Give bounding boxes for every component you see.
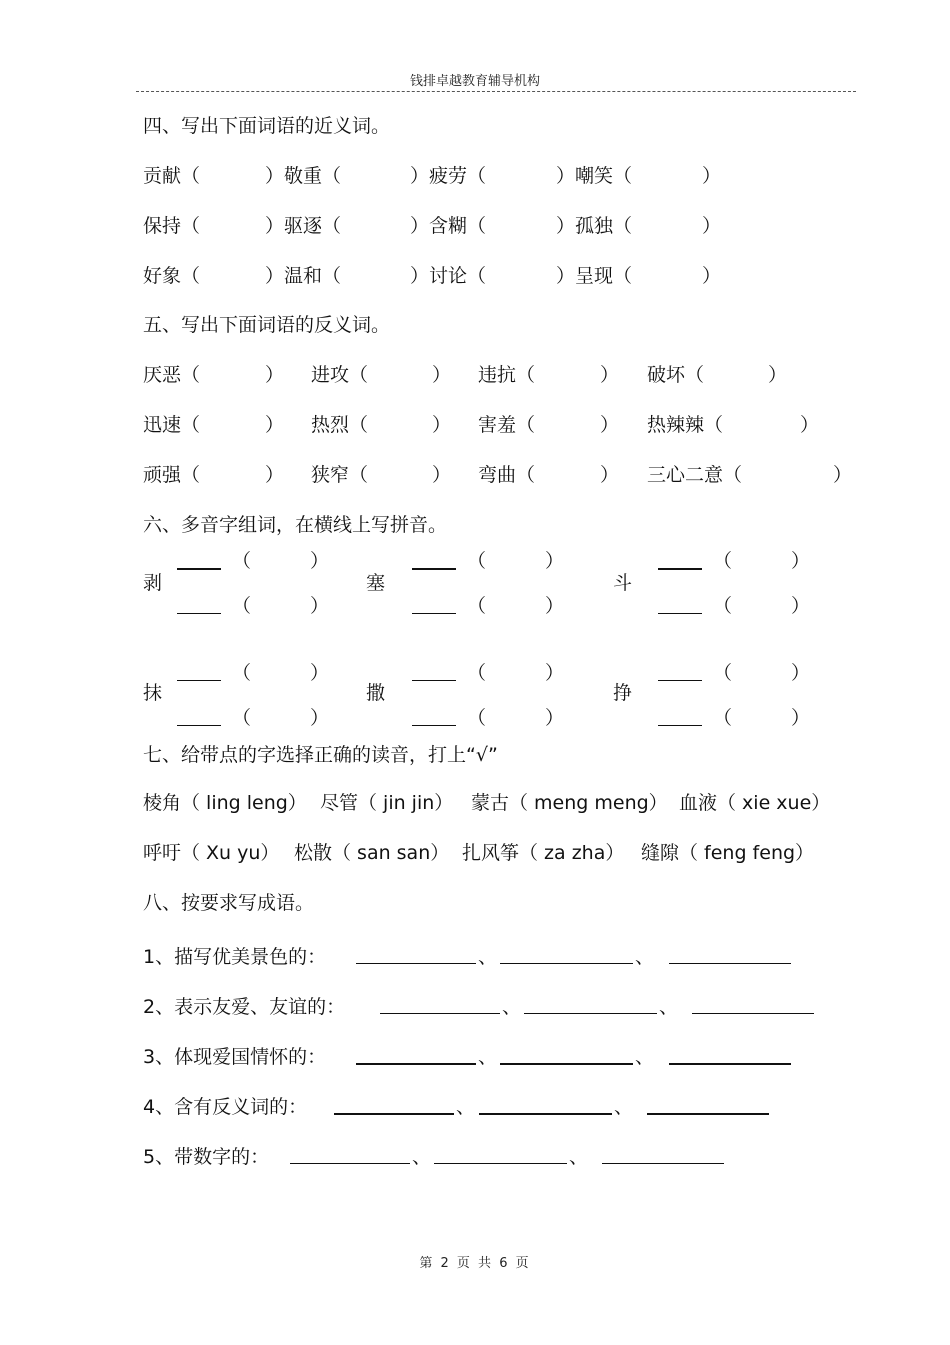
antonym-word: 热辣辣（ xyxy=(647,414,724,436)
antonym-close-paren: ） xyxy=(600,414,620,436)
idiom-separator: 、 xyxy=(635,1046,655,1068)
open-paren: （ xyxy=(713,595,733,617)
synonym-segment: ）含糊（ xyxy=(410,215,487,237)
section7-item-2: 尽管（ jin jin） xyxy=(320,792,454,814)
close-paren: ） xyxy=(310,550,330,572)
idiom-separator: 、 xyxy=(614,1096,634,1118)
section7-item-4: 血液（ xie xue） xyxy=(679,792,831,814)
idiom-separator: 、 xyxy=(456,1096,476,1118)
idiom-separator: 、 xyxy=(478,1046,498,1068)
close-paren: ） xyxy=(310,595,330,617)
idiom-separator: 、 xyxy=(659,996,679,1018)
idiom-separator: 、 xyxy=(502,996,522,1018)
section6-title: 六、多音字组词，在横线上写拼音。 xyxy=(143,514,448,536)
section7-item-5: 呼吁（ Xu yu） xyxy=(143,842,280,864)
idiom-answer-line[interactable] xyxy=(334,1113,454,1115)
antonym-word: 热烈（ xyxy=(311,414,369,436)
synonym-segment: ） xyxy=(702,215,722,237)
pinyin-blank-line[interactable] xyxy=(177,613,221,614)
close-paren: ） xyxy=(791,707,811,729)
synonym-segment: ）驱逐（ xyxy=(265,215,342,237)
open-paren: （ xyxy=(713,707,733,729)
open-paren: （ xyxy=(232,662,252,684)
close-paren: ） xyxy=(545,550,565,572)
section7-item-6: 松散（ san san） xyxy=(294,842,450,864)
antonym-word: 三心二意（ xyxy=(647,464,743,486)
idiom-separator: 、 xyxy=(412,1146,432,1168)
antonym-word: 违抗（ xyxy=(478,364,536,386)
antonym-close-paren: ） xyxy=(265,464,285,486)
pinyin-blank-line[interactable] xyxy=(412,568,456,570)
close-paren: ） xyxy=(310,707,330,729)
antonym-close-paren: ） xyxy=(432,414,452,436)
open-paren: （ xyxy=(713,550,733,572)
idiom-prompt: 4、含有反义词的： xyxy=(143,1096,308,1118)
antonym-word: 厌恶（ xyxy=(143,364,201,386)
header-org: 钱排卓越教育辅导机构 xyxy=(409,74,540,89)
close-paren: ） xyxy=(545,707,565,729)
idiom-answer-line[interactable] xyxy=(602,1163,724,1164)
idiom-answer-line[interactable] xyxy=(647,1113,769,1115)
antonym-close-paren: ） xyxy=(432,464,452,486)
section4-title: 四、写出下面词语的近义词。 xyxy=(143,115,391,137)
polyphone-char: 抹 xyxy=(143,682,163,704)
page-number: 第 2 页 共 6 页 xyxy=(419,1256,531,1271)
synonym-segment: ）孤独（ xyxy=(556,215,633,237)
open-paren: （ xyxy=(467,595,487,617)
close-paren: ） xyxy=(791,662,811,684)
pinyin-blank-line[interactable] xyxy=(177,680,221,681)
header-divider xyxy=(136,91,856,92)
antonym-word: 狭窄（ xyxy=(311,464,369,486)
open-paren: （ xyxy=(467,707,487,729)
synonym-segment: 保持（ xyxy=(143,215,201,237)
idiom-prompt: 3、体现爱国情怀的： xyxy=(143,1046,327,1068)
pinyin-blank-line[interactable] xyxy=(412,680,456,681)
open-paren: （ xyxy=(467,550,487,572)
idiom-prompt: 1、描写优美景色的： xyxy=(143,946,327,968)
section7-item-8: 缝隙（ feng feng） xyxy=(641,842,815,864)
antonym-close-paren: ） xyxy=(800,414,820,436)
synonym-segment: ） xyxy=(702,165,722,187)
idiom-separator: 、 xyxy=(635,946,655,968)
section7-item-3: 蒙古（ meng meng） xyxy=(471,792,668,814)
pinyin-blank-line[interactable] xyxy=(658,680,702,681)
close-paren: ） xyxy=(545,662,565,684)
idiom-answer-line[interactable] xyxy=(356,1063,476,1065)
section5-title: 五、写出下面词语的反义词。 xyxy=(143,314,391,336)
close-paren: ） xyxy=(545,595,565,617)
antonym-word: 迅速（ xyxy=(143,414,201,436)
antonym-word: 顽强（ xyxy=(143,464,201,486)
antonym-close-paren: ） xyxy=(833,464,853,486)
open-paren: （ xyxy=(232,707,252,729)
section7-item-1: 棱角（ ling leng） xyxy=(143,792,307,814)
idiom-separator: 、 xyxy=(569,1146,589,1168)
polyphone-char: 挣 xyxy=(613,682,633,704)
synonym-segment: ）讨论（ xyxy=(410,265,487,287)
idiom-answer-line[interactable] xyxy=(692,1013,814,1014)
synonym-segment: ） xyxy=(702,265,722,287)
idiom-answer-line[interactable] xyxy=(380,1013,500,1014)
antonym-close-paren: ） xyxy=(432,364,452,386)
pinyin-blank-line[interactable] xyxy=(177,568,221,570)
synonym-segment: 好象（ xyxy=(143,265,201,287)
idiom-answer-line[interactable] xyxy=(669,1063,791,1065)
open-paren: （ xyxy=(713,662,733,684)
idiom-answer-line[interactable] xyxy=(479,1113,612,1115)
open-paren: （ xyxy=(232,550,252,572)
pinyin-blank-line[interactable] xyxy=(658,613,702,614)
antonym-close-paren: ） xyxy=(600,464,620,486)
section7-title: 七、给带点的字选择正确的读音，打上“√” xyxy=(143,744,498,766)
idiom-answer-line[interactable] xyxy=(524,1013,657,1014)
idiom-answer-line[interactable] xyxy=(669,963,791,964)
synonym-segment: 贡献（ xyxy=(143,165,201,187)
synonym-segment: ）温和（ xyxy=(265,265,342,287)
pinyin-blank-line[interactable] xyxy=(177,725,221,726)
polyphone-char: 斗 xyxy=(613,572,633,594)
idiom-answer-line[interactable] xyxy=(500,963,633,964)
polyphone-char: 剥 xyxy=(143,572,163,594)
idiom-answer-line[interactable] xyxy=(290,1163,410,1164)
polyphone-char: 塞 xyxy=(366,572,386,594)
idiom-separator: 、 xyxy=(478,946,498,968)
idiom-answer-line[interactable] xyxy=(356,963,476,964)
antonym-word: 弯曲（ xyxy=(478,464,536,486)
antonym-close-paren: ） xyxy=(265,364,285,386)
synonym-segment: ）呈现（ xyxy=(556,265,633,287)
antonym-close-paren: ） xyxy=(265,414,285,436)
idiom-prompt: 5、带数字的： xyxy=(143,1146,270,1168)
close-paren: ） xyxy=(791,595,811,617)
section8-title: 八、按要求写成语。 xyxy=(143,892,315,914)
idiom-answer-line[interactable] xyxy=(500,1063,633,1065)
close-paren: ） xyxy=(310,662,330,684)
pinyin-blank-line[interactable] xyxy=(658,568,702,570)
synonym-segment: ）嘲笑（ xyxy=(556,165,633,187)
pinyin-blank-line[interactable] xyxy=(412,613,456,614)
open-paren: （ xyxy=(232,595,252,617)
antonym-close-paren: ） xyxy=(768,364,788,386)
idiom-answer-line[interactable] xyxy=(434,1163,567,1164)
open-paren: （ xyxy=(467,662,487,684)
section7-item-7: 扎风筝（ za zha） xyxy=(462,842,625,864)
antonym-close-paren: ） xyxy=(600,364,620,386)
antonym-word: 进攻（ xyxy=(311,364,369,386)
pinyin-blank-line[interactable] xyxy=(412,725,456,726)
idiom-prompt: 2、表示友爱、友谊的： xyxy=(143,996,346,1018)
antonym-word: 破坏（ xyxy=(647,364,705,386)
close-paren: ） xyxy=(791,550,811,572)
polyphone-char: 撒 xyxy=(366,682,386,704)
pinyin-blank-line[interactable] xyxy=(658,725,702,726)
synonym-segment: ）疲劳（ xyxy=(410,165,487,187)
synonym-segment: ）敬重（ xyxy=(265,165,342,187)
antonym-word: 害羞（ xyxy=(478,414,536,436)
